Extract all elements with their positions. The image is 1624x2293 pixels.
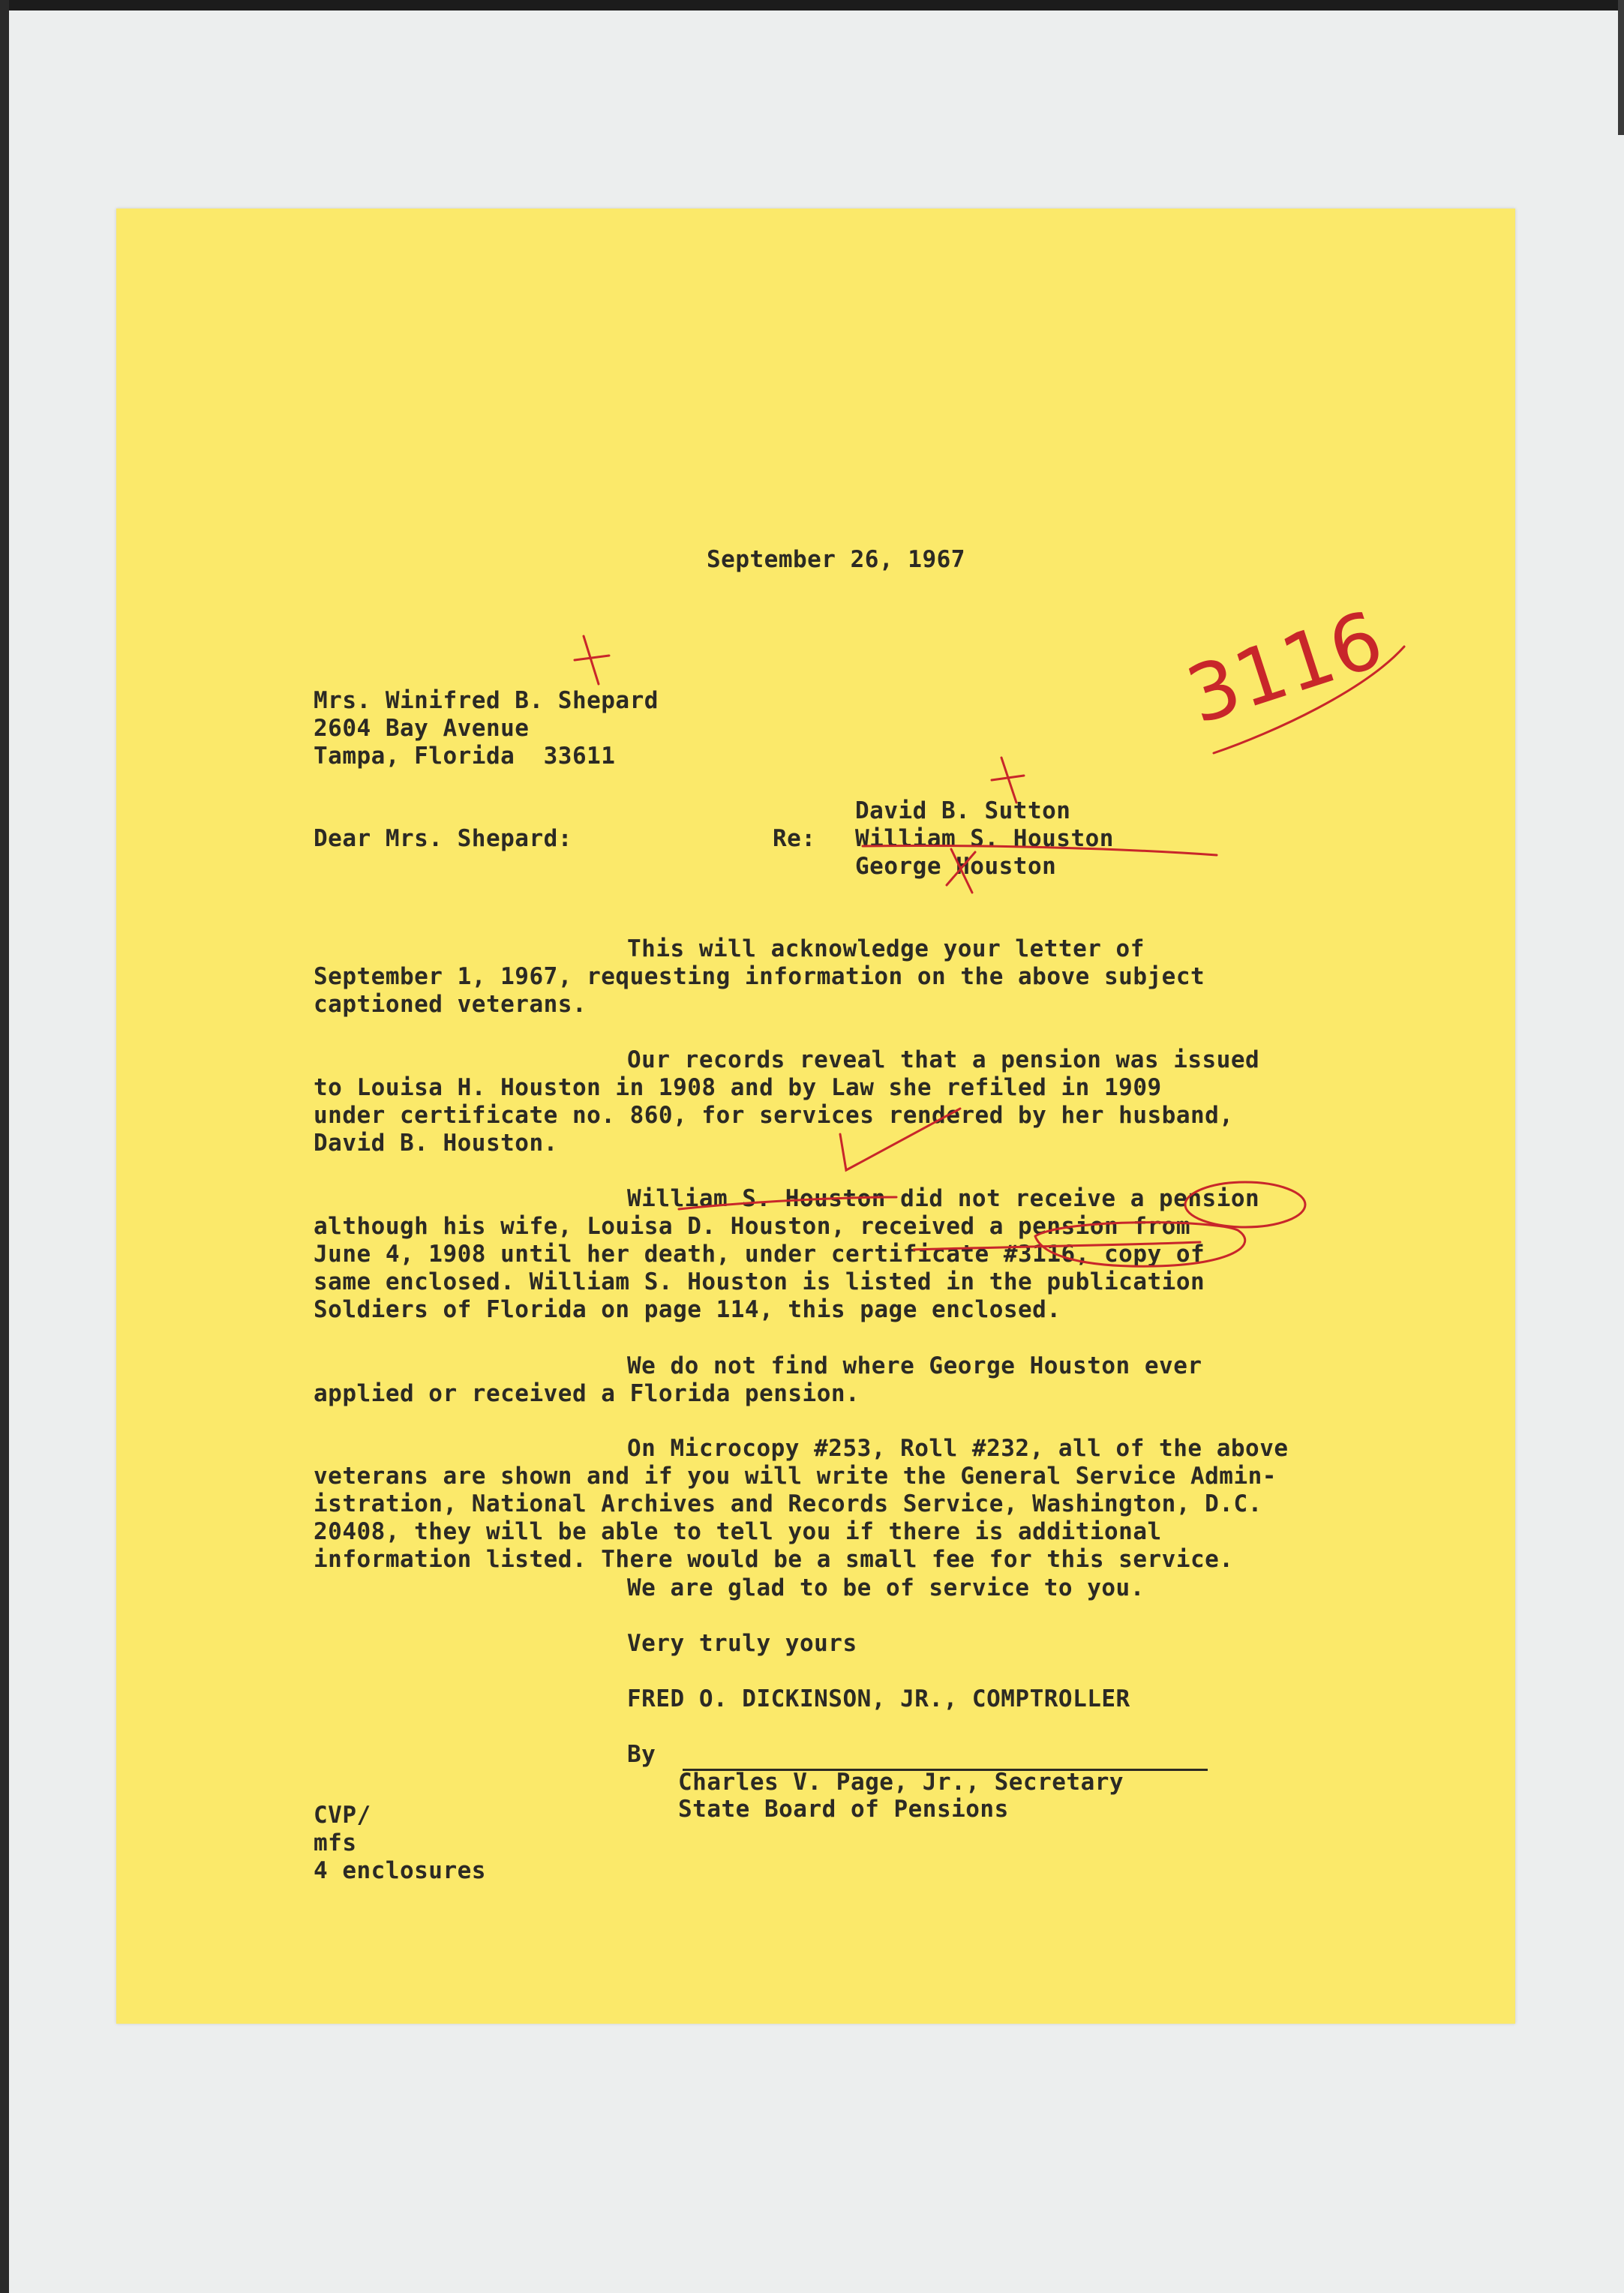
paragraph-line: same enclosed. William S. Houston is listed in the publication <box>314 1268 1205 1295</box>
paragraph-line: Our records reveal that a pension was issued <box>627 1046 1260 1073</box>
paragraph-line: William S. Houston did not receive a pension <box>627 1185 1260 1212</box>
paragraph-line: captioned veterans. <box>314 991 587 1018</box>
paragraph-line: We do not find where George Houston ever <box>627 1352 1202 1379</box>
paragraph-line: Soldiers of Florida on page 114, this page enclosed. <box>314 1296 1061 1323</box>
re-name-2: William S. Houston <box>855 825 1114 852</box>
enclosures-note: 4 enclosures <box>314 1857 486 1884</box>
paragraph-line: to Louisa H. Houston in 1908 and by Law she refiled in 1909 <box>314 1074 1162 1101</box>
paragraph-line: David B. Houston. <box>314 1130 558 1157</box>
reference-initials-1: CVP/ <box>314 1802 371 1829</box>
paragraph-line: This will acknowledge your letter of <box>627 935 1145 962</box>
signatory-name: Charles V. Page, Jr., Secretary <box>678 1769 1124 1796</box>
re-name-3: George Houston <box>855 853 1057 880</box>
re-label: Re: <box>773 825 816 852</box>
paragraph-line: September 1, 1967, requesting information on the above subject <box>314 963 1205 990</box>
by-label: By <box>627 1741 656 1768</box>
scan-edge-left <box>0 0 9 2293</box>
complimentary-close: Very truly yours <box>627 1630 857 1657</box>
paragraph-line: under certificate no. 860, for services rendered by her husband, <box>314 1102 1234 1129</box>
paragraph-5 <box>314 1407 1289 1601</box>
paragraph-line: although his wife, Louisa D. Houston, received a pension from <box>314 1213 1190 1240</box>
sender-name: FRED O. DICKINSON, JR., COMPTROLLER <box>627 1685 1130 1712</box>
paragraph-line: information listed. There would be a small fee for this service. <box>314 1546 1234 1573</box>
addressee-line-1: Mrs. Winifred B. Shepard <box>314 687 659 714</box>
re-name-1: David B. Sutton <box>855 797 1071 824</box>
paragraph-line: istration, National Archives and Records Service, Washington, D.C. <box>314 1490 1262 1517</box>
paragraph-line: On Microcopy #253, Roll #232, all of the above <box>627 1435 1289 1462</box>
addressee-line-2: 2604 Bay Avenue <box>314 715 530 742</box>
addressee-line-3: Tampa, Florida 33611 <box>314 743 616 770</box>
signatory-org: State Board of Pensions <box>678 1796 1009 1823</box>
paragraph-line: applied or received a Florida pension. <box>314 1380 860 1407</box>
paragraph-line: 20408, they will be able to tell you if there is additional <box>314 1518 1162 1545</box>
paragraph-3 <box>314 1157 1259 1352</box>
reference-initials-2: mfs <box>314 1829 357 1856</box>
paragraph-line: veterans are shown and if you will write the General Service Admin- <box>314 1463 1277 1490</box>
handwritten-number: 3116 <box>1176 593 1394 742</box>
paragraph-line: June 4, 1908 until her death, under certificate #3116, copy of <box>314 1241 1205 1268</box>
scan-edge-right <box>1618 0 1624 135</box>
scan-edge-top <box>0 0 1624 11</box>
closing-line: We are glad to be of service to you. <box>627 1574 1145 1601</box>
salutation: Dear Mrs. Shepard: <box>314 825 572 852</box>
letter-date: September 26, 1967 <box>707 546 965 573</box>
